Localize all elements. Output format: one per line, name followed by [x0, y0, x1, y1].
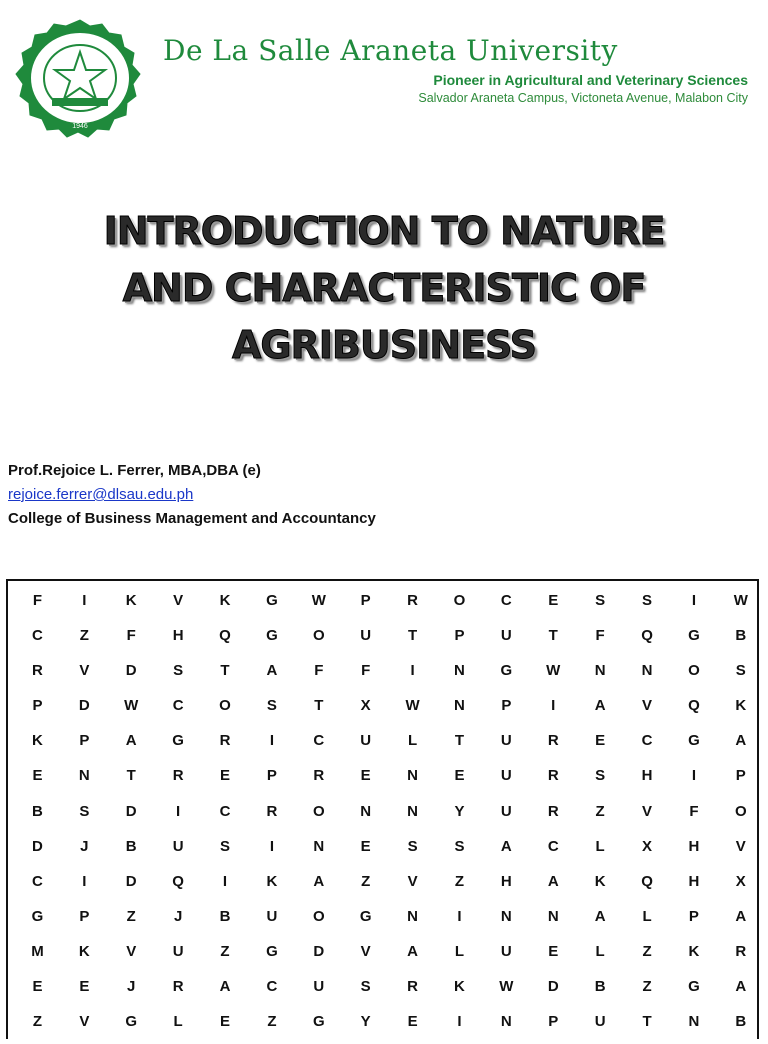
word-search-letter: O [312, 802, 325, 820]
word-search-letter: C [172, 697, 184, 715]
word-search-letter: I [222, 872, 228, 890]
word-search-letter: W [405, 697, 420, 715]
word-search-letter: N [594, 662, 606, 680]
word-search-letter: S [79, 802, 90, 820]
word-search-letter: R [547, 802, 559, 820]
word-search-letter: U [594, 1013, 606, 1031]
word-search-letter: I [410, 662, 415, 680]
word-search-letter: N [454, 697, 465, 715]
word-search-letter: N [78, 767, 90, 785]
word-search-letter: S [595, 592, 606, 609]
word-search-letter: S [407, 837, 418, 855]
word-search-letter: C [266, 978, 278, 996]
word-search-letter: I [82, 872, 87, 890]
word-search-letter: T [314, 697, 324, 715]
letterhead [0, 0, 768, 150]
word-search-letter: X [360, 697, 371, 715]
word-search-letter: Z [642, 942, 652, 960]
word-search-letter: U [266, 907, 278, 925]
word-search-letter: V [79, 1013, 90, 1031]
university-campus: Salvador Araneta Campus, Victoneta Avenue, Malabon City [418, 91, 748, 105]
word-search-letter: H [500, 872, 512, 890]
university-name: De La Salle Araneta University [163, 34, 618, 67]
word-search-letter: N [407, 907, 418, 925]
word-search-letter: K [266, 872, 278, 890]
word-search-letter: D [547, 978, 559, 996]
author-college: College of Business Management and Accountancy [8, 510, 376, 527]
word-search-letter: R [407, 592, 418, 609]
word-search-letter: K [735, 697, 747, 715]
word-search-letter: B [594, 978, 606, 996]
word-search-letter: A [594, 907, 606, 925]
word-search-letter: Z [361, 872, 371, 890]
word-search-letter: I [269, 837, 274, 855]
word-search-letter: B [219, 907, 231, 925]
word-search-letter: U [360, 732, 372, 750]
word-search-letter: E [548, 592, 559, 609]
word-search-letter: A [266, 662, 278, 680]
word-search-letter: H [688, 872, 700, 890]
word-search-letter: H [172, 627, 184, 645]
word-search-letter: Z [642, 978, 652, 996]
word-search-letter: U [500, 942, 512, 960]
word-search-letter: E [595, 732, 606, 750]
word-search-letter: T [126, 767, 136, 785]
word-search-letter: S [266, 697, 277, 715]
word-search-letter: C [547, 837, 559, 855]
word-search-letter: B [125, 837, 137, 855]
word-search-letter: K [32, 732, 43, 750]
word-search-letter: N [454, 662, 465, 680]
word-search-letter: V [173, 592, 184, 609]
word-search-letter: B [735, 1013, 747, 1031]
word-search-letter: P [688, 907, 699, 925]
word-search-letter: E [220, 767, 231, 785]
word-search-letter: B [32, 802, 43, 820]
word-search-letter: O [734, 802, 747, 820]
word-search-letter: Z [32, 1013, 43, 1031]
word-search-letter: E [79, 978, 90, 996]
word-search-letter: P [454, 627, 465, 645]
word-search-letter: C [32, 872, 43, 890]
word-search-letter: G [312, 1013, 325, 1031]
word-search-letter: F [32, 592, 43, 609]
word-search-letter: I [176, 802, 181, 820]
word-search-letter: P [501, 697, 512, 715]
word-search-letter: O [688, 662, 700, 680]
word-search-letter: L [642, 907, 652, 925]
word-search-letter: A [500, 837, 512, 855]
word-search-letter: D [125, 802, 137, 820]
word-search-letter: Z [267, 1013, 277, 1031]
word-search-letter: Q [688, 697, 700, 715]
word-search-letter: U [500, 802, 512, 820]
word-search-letter: N [407, 802, 418, 820]
word-search-letter: L [454, 942, 465, 960]
word-search-letter: G [172, 732, 184, 750]
word-search-letter: Z [79, 627, 89, 645]
word-search-letter: K [688, 942, 700, 960]
word-search-letter: E [407, 1013, 418, 1031]
word-search-letter: U [172, 942, 184, 960]
word-search-letter: A [219, 978, 231, 996]
word-search-letter: R [172, 767, 184, 785]
university-tagline: Pioneer in Agricultural and Veterinary Sciences [433, 72, 748, 88]
word-search-letter: V [407, 872, 418, 890]
word-search-letter: Z [595, 802, 605, 820]
word-search-letter: Z [126, 907, 136, 925]
word-search-letter: A [313, 872, 325, 890]
word-search-letter: U [500, 627, 512, 645]
word-search-letter: Y [454, 802, 465, 820]
word-search-letter: A [407, 942, 418, 960]
word-search-letter: U [360, 627, 372, 645]
word-search-letter: A [547, 872, 559, 890]
word-search-letter: R [172, 978, 184, 996]
author-name: Prof.Rejoice L. Ferrer, MBA,DBA (e) [8, 462, 261, 479]
word-search-letter: O [312, 907, 325, 925]
word-search-letter: N [500, 1013, 512, 1031]
word-search-letter: A [735, 978, 747, 996]
word-search-letter: I [691, 592, 696, 609]
word-search-letter: G [125, 1013, 138, 1031]
word-search-letter: V [79, 662, 90, 680]
word-search-letter: S [220, 837, 231, 855]
word-search-letter: J [173, 907, 183, 925]
word-search-letter: C [641, 732, 653, 750]
word-search-letter: K [594, 872, 606, 890]
word-search-letter: D [125, 872, 137, 890]
word-search-letter: H [641, 767, 653, 785]
word-search-letter: G [266, 592, 278, 609]
word-search-letter: W [733, 592, 748, 609]
word-search-letter: I [457, 907, 462, 925]
word-search-letter: A [735, 732, 747, 750]
word-search-letter: P [79, 907, 90, 925]
word-search-letter: L [407, 732, 418, 750]
word-search-letter: O [453, 592, 466, 609]
document-title [60, 203, 708, 374]
word-search-letter: S [595, 767, 606, 785]
word-search-letter: F [595, 627, 605, 645]
word-search-letter: D [125, 662, 137, 680]
word-search-letter: P [79, 732, 90, 750]
word-search-letter: E [32, 978, 43, 996]
word-search-letter: R [313, 767, 325, 785]
word-search-letter: L [173, 1013, 183, 1031]
word-search-letter: J [127, 978, 136, 996]
word-search-letter: F [361, 662, 371, 680]
word-search-letter: T [548, 627, 558, 645]
word-search-letter: G [688, 732, 700, 750]
word-search-letter: R [547, 767, 559, 785]
word-search-letter: Q [172, 872, 184, 890]
word-search-letter: C [219, 802, 231, 820]
word-search-letter: G [688, 978, 700, 996]
word-search-letter: G [266, 942, 278, 960]
word-search-letter: E [220, 1013, 231, 1031]
word-search-letter: X [642, 837, 653, 855]
word-search-letter: N [313, 837, 325, 855]
word-search-letter: T [407, 627, 418, 645]
word-search-letter: P [360, 592, 371, 609]
word-search-letter: F [126, 627, 136, 645]
word-search-letter: L [595, 942, 605, 960]
word-search-letter: G [688, 627, 700, 645]
word-search-letter: P [266, 767, 277, 785]
word-search-letter: W [499, 978, 514, 996]
word-search-letter: V [360, 942, 371, 960]
word-search-letter: O [312, 627, 325, 645]
word-search-letter: L [595, 837, 605, 855]
word-search-letter: D [313, 942, 325, 960]
word-search-letter: P [735, 767, 746, 785]
word-search-letter: C [500, 592, 512, 609]
word-search-letter: K [78, 942, 90, 960]
word-search-letter: X [735, 872, 746, 890]
word-search-letter: G [500, 662, 513, 680]
word-search-letter: G [359, 907, 372, 925]
word-search-letter: S [642, 592, 653, 609]
word-search-letter: P [548, 1013, 559, 1031]
word-search-letter: W [311, 592, 326, 609]
word-search-letter: G [266, 627, 278, 645]
author-block [8, 459, 376, 531]
word-search-letter: J [80, 837, 89, 855]
word-search-letter: D [78, 697, 90, 715]
word-search-letter: R [547, 732, 559, 750]
word-search-letter: S [735, 662, 746, 680]
word-search-letter: E [360, 837, 371, 855]
word-search-letter: V [642, 802, 653, 820]
title-line: AND CHARACTERISTIC OF [122, 266, 646, 310]
word-search-letter: Q [641, 872, 653, 890]
word-search-letter: Q [641, 627, 653, 645]
word-search-letter: S [454, 837, 465, 855]
word-search-letter: I [551, 697, 556, 715]
word-search-letter: N [500, 907, 512, 925]
word-search-letter: A [125, 732, 137, 750]
word-search-letter: A [594, 697, 606, 715]
word-search-letter: Z [220, 942, 230, 960]
word-search-letter: I [82, 592, 87, 609]
word-search-letter: U [313, 978, 325, 996]
word-search-letter: E [548, 942, 559, 960]
word-search-letter: F [689, 802, 699, 820]
word-search-grid [14, 588, 764, 1044]
word-search-letter: I [269, 732, 274, 750]
word-search-letter: H [688, 837, 700, 855]
word-search-letter: U [172, 837, 184, 855]
word-search-letter: E [32, 767, 43, 785]
word-search-letter: B [735, 627, 747, 645]
word-search-letter: U [500, 767, 512, 785]
word-search-letter: M [31, 942, 44, 960]
word-search-letter: I [691, 767, 696, 785]
word-search-letter: O [219, 697, 231, 715]
word-search-letter: V [126, 942, 137, 960]
word-search-letter: R [32, 662, 43, 680]
word-search-letter: N [360, 802, 372, 820]
word-search-letter: T [642, 1013, 652, 1031]
title-line: AGRIBUSINESS [231, 323, 537, 367]
word-search-letter: T [220, 662, 230, 680]
word-search-letter: S [360, 978, 371, 996]
word-search-letter: W [124, 697, 139, 715]
word-search-letter: R [735, 942, 747, 960]
word-search-letter: P [32, 697, 43, 715]
word-search-letter: K [219, 592, 231, 609]
word-search-letter: R [266, 802, 278, 820]
word-search-letter: N [407, 767, 418, 785]
word-search-letter: U [500, 732, 512, 750]
word-search-letter: K [125, 592, 137, 609]
word-search-letter: V [735, 837, 746, 855]
word-search-letter: G [31, 907, 44, 925]
word-search-letter: C [32, 627, 43, 645]
word-search-letter: N [547, 907, 559, 925]
svg-text:1946: 1946 [72, 123, 88, 130]
word-search-letter: N [641, 662, 653, 680]
word-search-letter: R [219, 732, 231, 750]
title-line: INTRODUCTION TO NATURE [103, 209, 665, 253]
word-search-letter: R [407, 978, 418, 996]
word-search-letter: V [642, 697, 653, 715]
author-email-link[interactable]: rejoice.ferrer@dlsau.edu.ph [8, 486, 194, 503]
word-search-letter: Z [454, 872, 465, 890]
word-search-letter: W [546, 662, 561, 680]
word-search-letter: I [457, 1013, 462, 1031]
word-search-letter: E [360, 767, 371, 785]
word-search-letter: A [735, 907, 747, 925]
word-search-letter: F [314, 662, 324, 680]
university-seal-icon [12, 16, 148, 140]
word-search-letter: S [173, 662, 184, 680]
word-search-letter: K [454, 978, 465, 996]
word-search-letter: T [454, 732, 465, 750]
word-search-letter: Y [360, 1013, 371, 1031]
word-search-letter: E [454, 767, 465, 785]
word-search-letter: N [688, 1013, 700, 1031]
word-search-letter: Q [219, 627, 231, 645]
word-search-puzzle [6, 579, 759, 1039]
word-search-letter: C [313, 732, 325, 750]
word-search-letter: D [32, 837, 43, 855]
